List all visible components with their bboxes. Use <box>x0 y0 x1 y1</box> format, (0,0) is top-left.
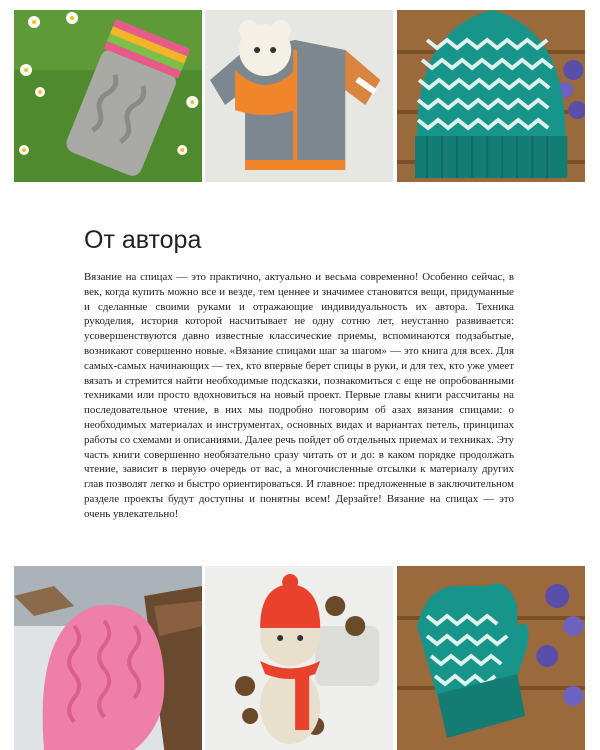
photo-pink-cable-hood-in-snow <box>14 566 202 750</box>
photo-chevron-beanie-on-bench <box>397 10 585 182</box>
bottom-photo-row <box>14 566 585 750</box>
section-title: От автора <box>84 226 202 254</box>
section-body-text: Вязание на спицах — это практично, актуально и весьма современно! Особенно сейчас, в век, когда купить можно все и везде, тем ценнее и значимее становятся вещи, придуманные и сделанные своими руками и отражающие индивидуальность их автора. Техника рукоделия, история которой насчитывает не одну сотню лет, неустанно развивается: усовершенствуются давно известные классические приемы, вспоминаются подзабытые, возникают совершенно новые. «Вязание спицами шаг за шагом» — это книга для всех. Для самых-самых начинающих — тех, кто впервые берет спицы в руки, и для тех, кто уже умеет вязать и стремится найти необходимые подсказки, познакомиться с еще не опробованными техниками или просто вдохновиться на новый проект. Первые главы книги рассчитаны на последовательное чтение, в них мы подробно поговорим об азах вязания спицами: о необходимых материалах и инструментах, основных видах и вариантах петель, принципах работы со схемами и описаниями. Далее речь пойдет об отдельных приемах и техниках. Эту часть книги совершенно необязательно сразу читать от и до: в каком порядке продолжать чтение, зависит в первую очередь от вас, а многочисленные отсылки к материалу других глав позволят легко и быстро ориентироваться. И главное: предложенные в заключительном разделе проекты будут доступны и понятны всем! Дерзайте! Вязание на спицах — это очень увлекательно! <box>84 271 514 520</box>
photo-phone-cozy-on-grass <box>14 10 202 182</box>
photo-chevron-mittens-with-flowers <box>397 566 585 750</box>
photo-kids-cardigan-with-toy <box>205 10 393 182</box>
photo-toy-cat-with-hat-and-scarf <box>205 566 393 750</box>
top-photo-row <box>14 10 585 182</box>
